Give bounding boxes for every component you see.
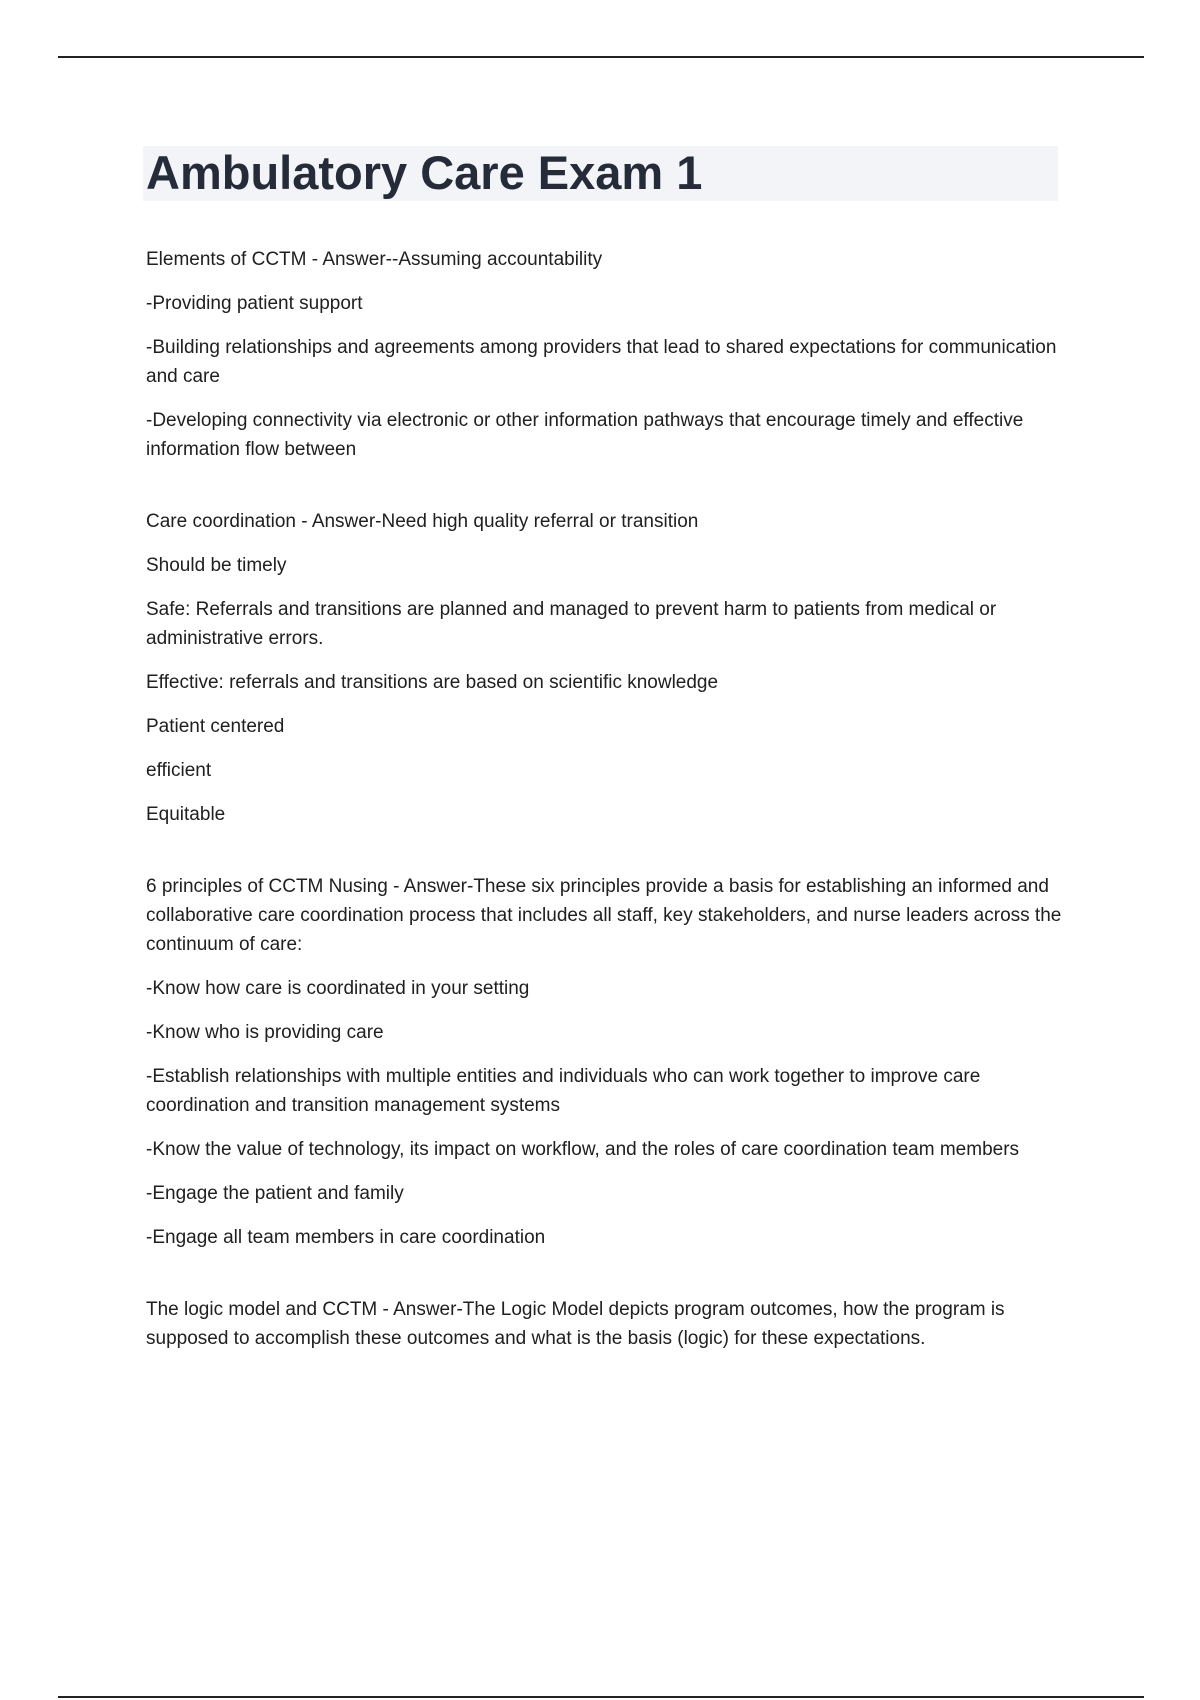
qa-block-care-coordination xyxy=(146,507,1066,829)
paragraph: efficient xyxy=(146,760,212,781)
paragraph: -Know the value of technology, its impact on workflow, and the roles of care coordination team members xyxy=(146,1139,1020,1160)
paragraph: Care coordination - Answer-Need high quality referral or transition xyxy=(146,511,699,532)
paragraph: Equitable xyxy=(146,804,226,825)
paragraph: -Engage the patient and family xyxy=(146,1183,404,1204)
paragraph: -Know how care is coordinated in your setting xyxy=(146,978,530,999)
paragraph: Should be timely xyxy=(146,555,287,576)
paragraph: The logic model and CCTM - Answer-The Logic Model depicts program outcomes, how the program is supposed to accomplish these outcomes and what is the basis (logic) for these expectations. xyxy=(146,1299,1005,1349)
paragraph: 6 principles of CCTM Nusing - Answer-These six principles provide a basis for establishing an informed and collaborative care coordination process that includes all staff, key stakeholders, and nurse leaders across the continuum of care: xyxy=(146,876,1062,955)
document-body xyxy=(146,245,1066,1396)
page-title: Ambulatory Care Exam 1 xyxy=(146,146,703,199)
qa-block-elements-of-cctm xyxy=(146,245,1066,464)
paragraph: -Know who is providing care xyxy=(146,1022,384,1043)
qa-block-logic-model xyxy=(146,1295,1066,1353)
paragraph: Safe: Referrals and transitions are planned and managed to prevent harm to patients from medical or administrative errors. xyxy=(146,599,997,649)
paragraph: Patient centered xyxy=(146,716,285,737)
page-top-rule xyxy=(58,56,1144,58)
paragraph: -Providing patient support xyxy=(146,293,363,314)
paragraph: -Engage all team members in care coordination xyxy=(146,1227,546,1248)
paragraph: -Developing connectivity via electronic or other information pathways that encourage timely and effective information flow between xyxy=(146,410,1024,460)
paragraph: Elements of CCTM - Answer--Assuming accountability xyxy=(146,249,603,270)
paragraph: -Establish relationships with multiple entities and individuals who can work together to improve care coordination and transition management systems xyxy=(146,1066,981,1116)
paragraph: Effective: referrals and transitions are based on scientific knowledge xyxy=(146,672,719,693)
qa-block-six-principles xyxy=(146,872,1066,1252)
paragraph: -Building relationships and agreements among providers that lead to shared expectations for communication and care xyxy=(146,337,1057,387)
page-bottom-rule xyxy=(58,1696,1144,1698)
